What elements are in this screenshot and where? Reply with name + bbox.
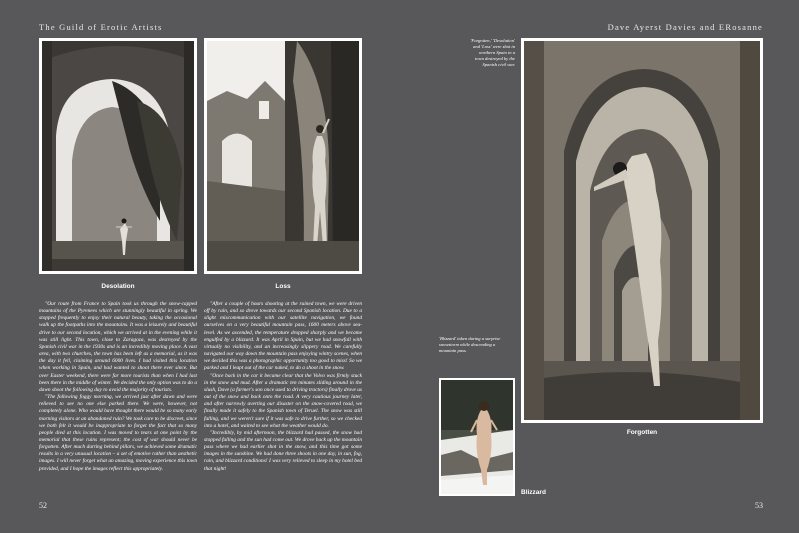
page-number-right: 53 — [755, 501, 763, 510]
article-paragraph: "Our route from France to Spain took us through the snow-capped mountains of the Pyrenees which are stunningly beautiful in spring. We stopped frequently to enjoy their natural beauty, taking the occasional walk up the footpaths into the mountains. It was a leisurely and beautiful drive to our second location, which we arrived at in the evening while it was still light. This town, close to Zaragoza, was destroyed by the Spanish civil war in the 1930s and is an incredibly moving place. A vast area, with two churches, the town has been left as a memorial, as it was the day it fell, claiming around 6000 lives. I had visited this location when working in Spain, and had wanted to shoot there ever since. But over Easter weekend, there were far more tourists than when I had last been there in the middle of winter. We decided the only option was to do a dawn shoot the following day to avoid the majority of tourists. — [39, 301, 197, 393]
article-paragraph: "Once back in the car it became clear that the Volvo was firmly stuck in the snow and mud. After a dramatic ten minutes sliding around in the slush, Dave (a farmer's son once used to driving tractors) finally drove us out of the snow and back onto the road. A very cautious journey later, and after narrowly averting our disaster on the snow-covered road, we finally made it safely to the Spanish town of Teruel. The snow was still falling, and we weren't sure if it was safe to drive further, so we checked into a hotel, and waited to see what the weather would do. — [204, 372, 362, 429]
photo-desolation — [39, 38, 197, 274]
caption-forgotten: Forgotten — [626, 429, 658, 436]
article-paragraph: "After a couple of hours shooting at the ruined town, we were driven off by rain, and so drove towards our second Spanish location. Due to a slight miscommunication with our satellite navigation, we found ourselves on a very beautiful mountain pass, 1600 meters above sea-level. As we ascended, the temperature dropped sharply and we became engulfed by a blizzard. It was April in Spain, but we had snowfall with virtually no visibility, and an increasingly slippery road. We carefully navigated our way down the mountain pass enjoying wintry scenes, when we decided this was a photographic opportunity too good to miss! So we parked and I leapt out of the car naked, to do a shoot in the snow. — [204, 301, 362, 372]
caption-desolation: Desolation — [101, 283, 135, 290]
desolation-image — [42, 41, 194, 271]
article-column-2 — [204, 301, 362, 473]
blizzard-image — [441, 380, 513, 494]
caption-loss: Loss — [275, 283, 291, 290]
article-column-1 — [39, 301, 197, 473]
left-running-header: The Guild of Erotic Artists — [39, 22, 163, 32]
forgotten-image — [524, 41, 760, 420]
photo-loss — [204, 38, 362, 274]
sidenote-forgotten: 'Forgotten,' 'Desolation' and 'Loss' were shot in northern Spain in a town destroyed by the Spanish civil war. — [470, 38, 515, 67]
article-paragraph: "Incredibly, by mid afternoon, the blizzard had passed, the snow had stopped falling and the sun had come out. We drove back up the mountain pass where we had earlier shot in the snow, and this time got some images in the sunshine. We had done three shoots in one day, in sun, fog, rain, and blizzard conditions! I was very relieved to sleep in my hotel bed that night! — [204, 429, 362, 472]
right-running-header: Dave Ayerst Davies and ERosanne — [607, 22, 763, 32]
photo-blizzard — [439, 378, 515, 496]
loss-image — [207, 41, 359, 271]
article-paragraph: "The following foggy morning, we arrived just after dawn and were relieved to see no one else parked there. We were, however, not completely alone. Who would have thought there would be so many early morning visitors at an abandoned ruin? We took care to be discreet, since we both felt it would be inappropriate to forget the fact that so many people died at this location. I was moved to tears at one point by the memorial that these ruins represent; the cost of war should never be forgotten. After much darting behind pillars, we achieved some dramatic results in a very unusual location – a set of emotive rather than aesthetic images. I will never forget what an amazing, moving experience this town provided, and I hope the images reflect this appropriately. — [39, 394, 197, 472]
sidenote-blizzard: 'Blizzard' taken during a surprise snowstorm while descending a mountain pass. — [439, 336, 501, 353]
caption-blizzard: Blizzard — [521, 489, 546, 496]
photo-forgotten — [521, 38, 763, 423]
page-number-left: 52 — [39, 501, 47, 510]
